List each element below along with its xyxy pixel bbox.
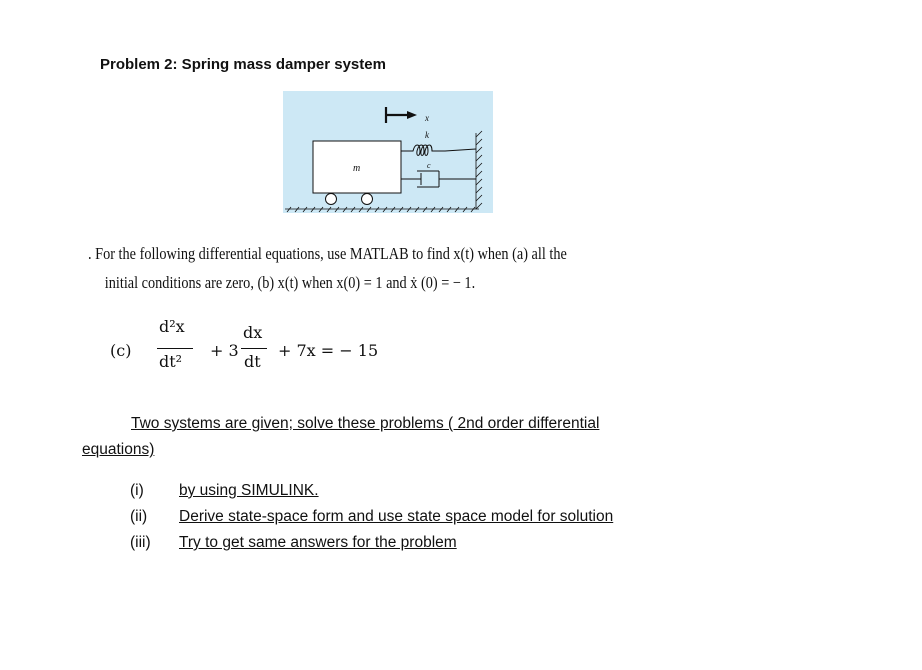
equation-rest: + 7x = − 15 bbox=[278, 341, 379, 360]
term2-numerator: dx bbox=[243, 323, 263, 342]
problem-line-1: . For the following differential equations, use MATLAB to find x(t) when (a) all the bbox=[88, 244, 567, 263]
coefficient-3: + 3 bbox=[210, 341, 239, 360]
systems-intro-line-2: equations) bbox=[82, 441, 155, 458]
mass-label: m bbox=[353, 163, 361, 174]
term1-fraction-bar bbox=[157, 348, 193, 349]
term2-fraction-bar bbox=[241, 348, 267, 349]
differential-equation bbox=[110, 314, 430, 384]
term1-numerator: d²x bbox=[159, 317, 185, 336]
list-item bbox=[130, 508, 730, 528]
problem-line-2: initial conditions are zero, (b) x(t) when x(0) = 1 and ẋ (0) = − 1. bbox=[104, 273, 476, 292]
spring-mass-damper-diagram bbox=[283, 91, 493, 213]
list-item-number: (ii) bbox=[130, 508, 148, 525]
displacement-label: x bbox=[425, 113, 429, 123]
term1-denominator: dt² bbox=[159, 352, 183, 371]
equation-label: (c) bbox=[110, 341, 132, 360]
problem-statement bbox=[88, 239, 567, 297]
list-item bbox=[130, 482, 730, 502]
spring-label: k bbox=[425, 130, 429, 140]
list-item-text: Try to get same answers for the problem bbox=[179, 534, 457, 551]
list-item-text: by using SIMULINK. bbox=[179, 482, 319, 499]
list-item-text: Derive state-space form and use state space model for solution bbox=[179, 508, 614, 525]
term2-denominator: dt bbox=[244, 352, 261, 371]
wheel-right bbox=[362, 194, 373, 205]
bullet: . bbox=[88, 244, 92, 263]
problem-title: Problem 2: Spring mass damper system bbox=[100, 56, 386, 73]
list-item-number: (i) bbox=[130, 482, 144, 499]
list-item-number: (iii) bbox=[130, 534, 151, 551]
list-item bbox=[130, 534, 730, 554]
wheel-left bbox=[326, 194, 337, 205]
damper-label: c bbox=[427, 161, 431, 170]
systems-intro-line-1: Two systems are given; solve these problems ( 2nd order differential bbox=[131, 415, 600, 432]
